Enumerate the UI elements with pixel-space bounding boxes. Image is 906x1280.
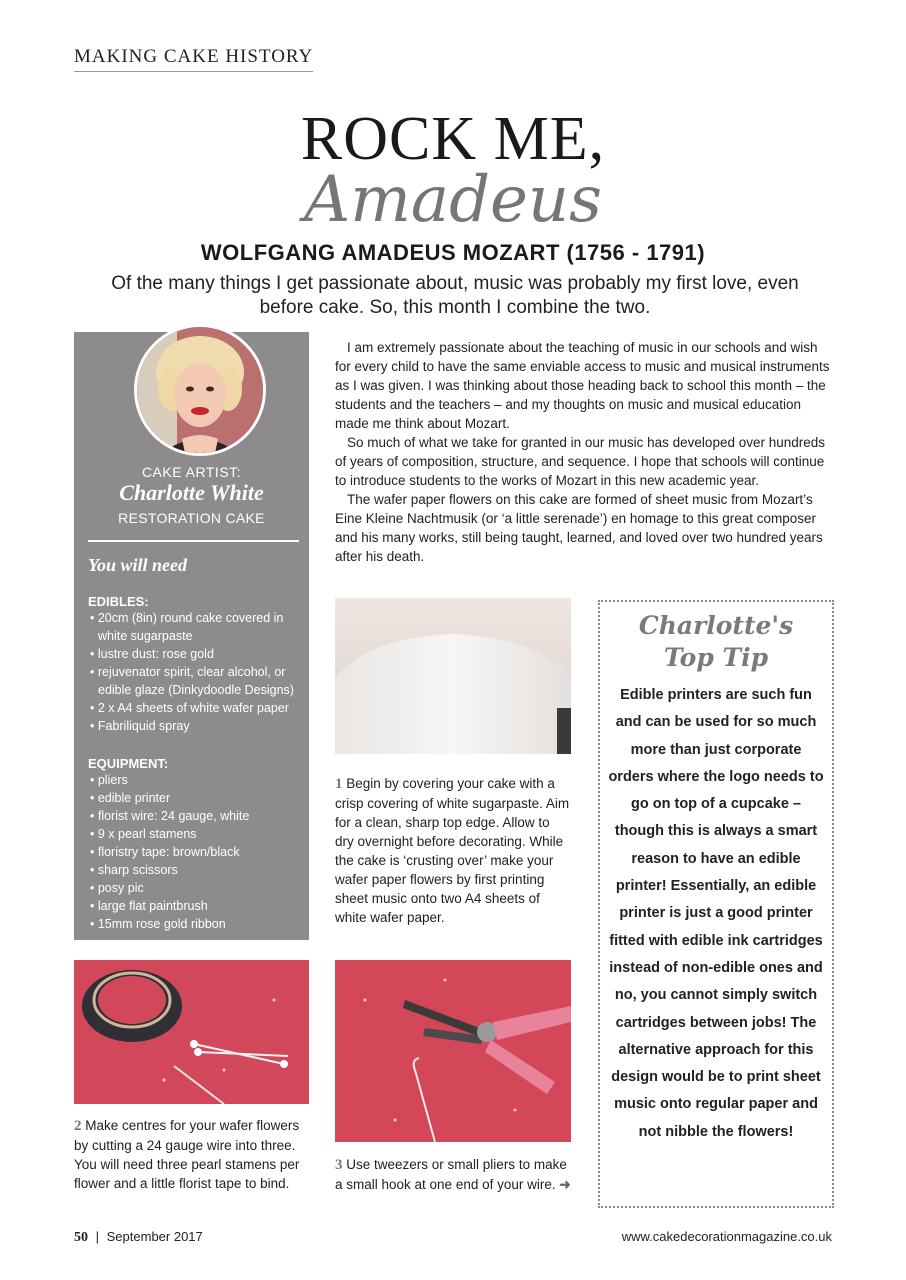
page-title: ROCK ME, (300, 105, 606, 173)
artist-name: Charlotte White (119, 480, 264, 505)
body-paragraph: So much of what we take for granted in our music has developed over hundreds of years of composition, structure, and sequence. I hope that schools will continue to introduce students to the works of Mozart in this new academic year. (335, 435, 826, 488)
equipment-heading: EQUIPMENT: (88, 756, 169, 771)
footer-separator: | (95, 1229, 100, 1244)
step-number: 2 (74, 1118, 82, 1134)
ingredients-sidebar (74, 332, 309, 940)
body-paragraph: The wafer paper flowers on this cake are formed of sheet music from Mozart’s Eine Kleine Nachtmusik (or ‘a little serenade’) en homage to this great composer and his many works, still being taught, learned, and loved over two hundred years after his death. (335, 492, 823, 564)
step-3-caption (335, 1155, 571, 1194)
list-item: • sharp scissors (88, 861, 303, 879)
issue-date: September 2017 (106, 1229, 203, 1244)
step-text: Use tweezers or small pliers to make a small hook at one end of your wire. (335, 1157, 567, 1192)
step-number: 1 (335, 776, 343, 792)
step-3-photo (335, 960, 571, 1142)
edibles-heading: EDIBLES: (88, 594, 149, 609)
top-tip-title (600, 610, 832, 674)
continue-arrow-icon: ➜ (559, 1177, 571, 1192)
artist-portrait (137, 327, 263, 453)
section-label: MAKING CAKE HISTORY (74, 46, 313, 72)
artist-role: CAKE ARTIST: (141, 464, 242, 480)
step-1-photo (335, 598, 571, 754)
list-item: • large flat paintbrush (88, 897, 303, 915)
step-1-caption (335, 774, 571, 927)
intro-text: Of the many things I get passionate about, music was probably my first love, even before cake. So, this month I combine the two. (111, 273, 799, 318)
list-item: • lustre dust: rose gold (88, 645, 303, 663)
list-item: • 20cm (8in) round cake covered in white sugarpaste (88, 609, 303, 645)
page-footer-left (74, 1229, 203, 1246)
equipment-section (88, 756, 303, 933)
top-tip-title-line2: Top Tip (663, 643, 769, 672)
you-will-need-heading: You will need (88, 555, 188, 575)
list-item: • posy pic (88, 879, 303, 897)
step-text: Make centres for your wafer flowers by cutting a 24 gauge wire into three. You will need three pearl stamens per flower and a little florist tape to bind. (74, 1118, 300, 1191)
edibles-section (88, 594, 303, 735)
top-tip-title-line1: Charlotte's (638, 611, 794, 640)
page-subtitle: WOLFGANG AMADEUS MOZART (1756 - 1791) (200, 240, 706, 265)
list-item: • florist wire: 24 gauge, white (88, 807, 303, 825)
page-title-script: Amadeus (304, 163, 602, 237)
article-body (335, 338, 833, 566)
list-item: • floristry tape: brown/black (88, 843, 303, 861)
step-number: 3 (335, 1157, 343, 1173)
edibles-list (88, 609, 303, 735)
body-paragraph: I am extremely passionate about the teaching of music in our schools and wish for every child to have the same enviable access to music and musical instruments as I was given. I was thinking about those heading back to school this month – the students and the teachers – and my thoughts on music and musical education made me think about Mozart. (335, 340, 830, 431)
top-tip-box (598, 600, 834, 1208)
list-item: • rejuvenator spirit, clear alcohol, or edible glaze (Dinkydoodle Designs) (88, 663, 303, 699)
page-number: 50 (74, 1230, 88, 1245)
list-item: • 15mm rose gold ribbon (88, 915, 303, 933)
list-item: • Fabriliquid spray (88, 717, 303, 735)
website-url: www.cakedecorationmagazine.co.uk (621, 1229, 832, 1244)
sidebar-divider (88, 540, 299, 542)
equipment-list (88, 771, 303, 933)
top-tip-text: Edible printers are such fun and can be used for so much more than just corporate orders where the logo needs to go on top of a cupcake – though this is always a smart reason to have an edible printer! Essentially, an edible printer is just a good printer fitted with edible ink cartridges instead of non-edible ones and no, you cannot simply switch cartridges between jobs! The alternative approach for this design would be to print sheet music onto regular paper and not nibble the flowers! (608, 687, 824, 1140)
list-item: • edible printer (88, 789, 303, 807)
step-2-photo (74, 960, 309, 1104)
list-item: • 9 x pearl stamens (88, 825, 303, 843)
avatar (134, 324, 266, 456)
step-text: Begin by covering your cake with a crisp covering of white sugarpaste. Aim for a clean, sharp top edge. Allow to dry overnight before decorating. While the cake is ‘crusting over’ make your wafer paper flowers by first printing sheet music onto two A4 sheets of white wafer paper. (335, 776, 570, 925)
list-item: • pliers (88, 771, 303, 789)
step-2-caption (74, 1116, 309, 1193)
artist-company: RESTORATION CAKE (118, 510, 265, 526)
list-item: • 2 x A4 sheets of white wafer paper (88, 699, 303, 717)
